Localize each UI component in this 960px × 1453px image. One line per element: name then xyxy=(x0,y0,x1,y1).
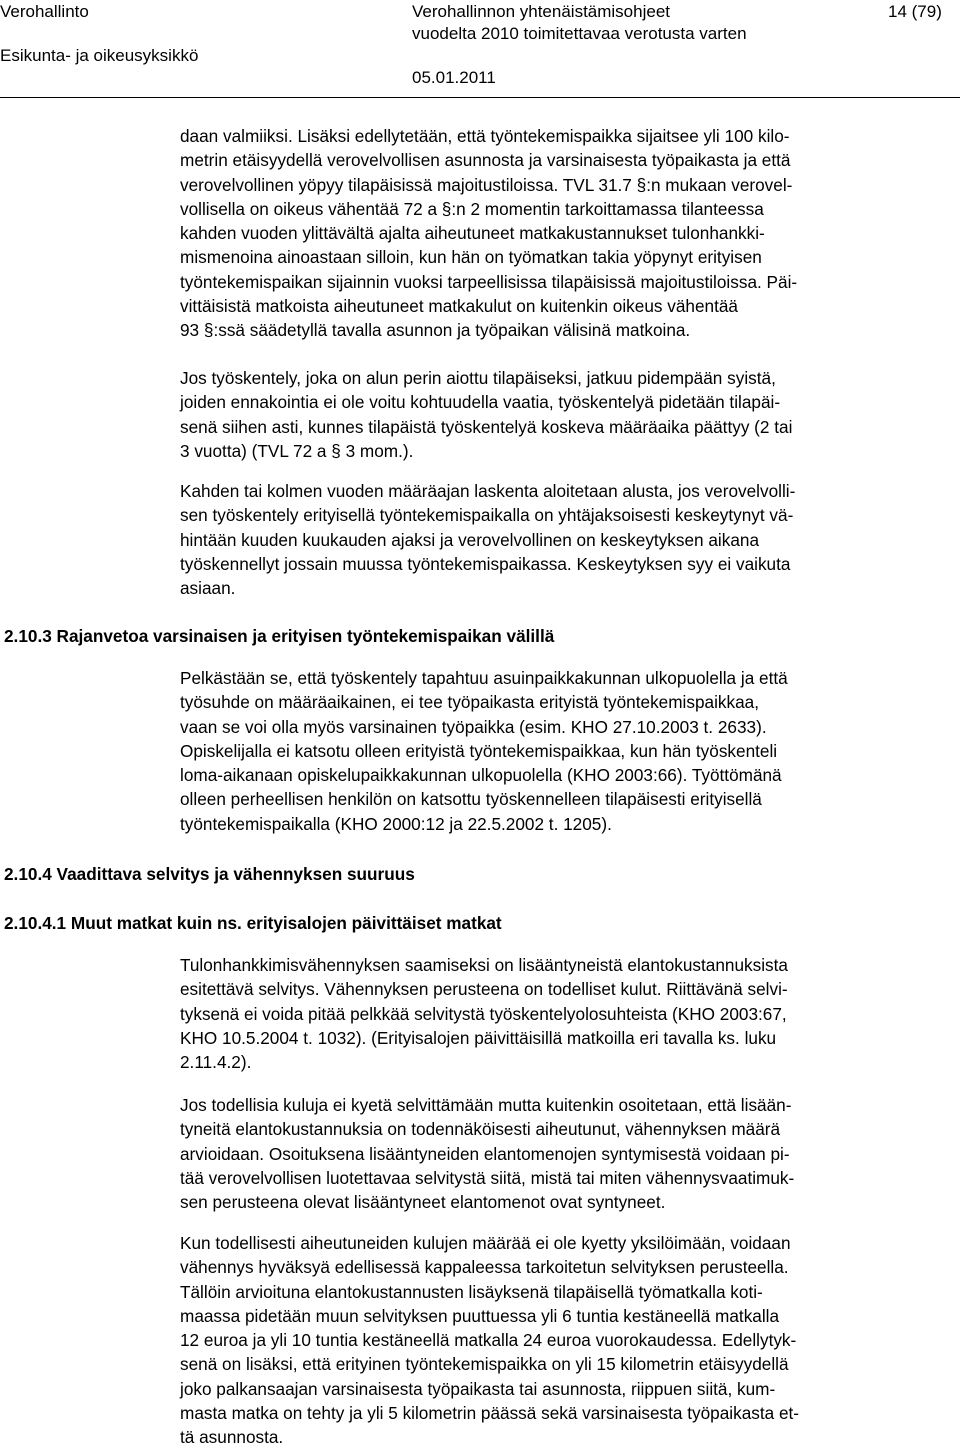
paragraph-7: Kun todellisesti aiheutuneiden kulujen määrää ei ole kyetty yksilöimään, voidaan vähennys hyväksyä edellisessä kappaleessa tarkoitetun selvityksen perusteella. Tällöin arvioituna elantokustannusten lisäyksenä tilapäisellä työmatkalla koti- maassa pidetään muun selvityksen puuttuessa yli 6 tuntia kestäneellä matkalla 12 euroa ja yli 10 tuntia kestäneellä matkalla 24 euroa vuorokaudessa. Edellytyk- senä on lisäksi, että erityinen työntekemispaikka on yli 15 kilometrin etäisyydellä joko palkansaajan varsinaisesta työpaikasta tai asunnosta, riippuen siitä, kum- masta matka on tehty ja yli 5 kilometrin päässä sekä varsinaisesta työpaikasta et- tä asunnosta. xyxy=(180,1233,800,1448)
paragraph-6: Jos todellisia kuluja ei kyetä selvittämään mutta kuitenkin osoitetaan, että lisään- tyneitä elantokustannuksia on todennäköisesti aiheutunut, vähennyksen määrä arvioidaan. Osoituksena lisääntyneiden elantomenojen syntymisestä voidaan pi- tää verovelvollisen luotettavaa selvitystä siitä, mistä tai miten vähennysvaatimuk- sen perusteena olevat lisääntyneet elantomenot ovat syntyneet. xyxy=(180,1095,795,1213)
header-unit: Esikunta- ja oikeusyksikkö xyxy=(0,46,199,65)
section-heading-2-10-3: 2.10.3 Rajanvetoa varsinaisen ja erityisen työntekemispaikan välillä xyxy=(4,626,555,646)
paragraph-1: daan valmiiksi. Lisäksi edellytetään, että työntekemispaikka sijaitsee yli 100 kilo- metrin etäisyydellä verovelvollisen asunnosta ja varsinaisesta työpaikasta ja että verovelvollinen yöpyy tilapäisissä majoitustiloissa. TVL 31.7 §:n mukaan verovel- vollisella on oikeus vähentää 72 a §:n 2 momentin tarkoittamassa tilanteessa kahden vuoden ylittävältä ajalta aiheutuneet matkakustannukset tulonhankki- mismenoina ainoastaan silloin, kun hän on työmatkan takia yöpynyt erityisen työntekemispaikan sijainnin vuoksi tarpeellisissa tilapäisissä majoitustiloissa. Päi- vittäisistä matkoista aiheutuneet matkakulut on kuitenkin oikeus vähentää 93 §:ssä säädetyllä tavalla asunnon ja työpaikan välisinä matkoina. xyxy=(180,126,798,341)
paragraph-5: Tulonhankkimisvähennyksen saamiseksi on lisääntyneistä elantokustannuksista esitettävä selvitys. Vähennyksen perusteena on todelliset kulut. Riittävänä selvi- tyksenä ei voida pitää pelkkää selvitystä työskentelyolosuhteista (KHO 2003:67, KHO 10.5.2004 t. 1032). (Erityisalojen päivittäisillä matkoilla eri tavalla ks. luku 2.11.4.2). xyxy=(180,955,788,1073)
header-date: 05.01.2011 xyxy=(412,68,496,87)
paragraph-4: Pelkästään se, että työskentely tapahtuu asuinpaikkakunnan ulkopuolella ja että työsuhde on määräaikainen, ei tee työpaikasta erityistä työntekemispaikkaa, vaan se voi olla myös varsinainen työpaikka (esim. KHO 27.10.2003 t. 2633). Opiskelijalla ei katsotu olleen erityistä työntekemispaikkaa, kun hän työskenteli loma-aikanaan opiskelupaikkakunnan ulkopuolella (KHO 2003:66). Työttömänä olleen perheellisen henkilön on katsottu työskennelleen tilapäisesti erityisellä työntekemispaikalla (KHO 2000:12 ja 22.5.2002 t. 1205). xyxy=(180,668,788,834)
header-doc-subtitle: vuodelta 2010 toimitettavaa verotusta varten xyxy=(412,24,747,43)
page-header xyxy=(0,0,960,100)
header-org: Verohallinto xyxy=(0,2,89,21)
header-doc-title: Verohallinnon yhtenäistämisohjeet xyxy=(412,2,671,21)
paragraph-3: Kahden tai kolmen vuoden määräajan laskenta aloitetaan alusta, jos verovelvolli- sen työskentely erityisellä työntekemispaikalla on yhtäjaksoisesti keskeytynyt vä- hintään kuuden kuukauden ajaksi ja verovelvollinen on keskeytyksen aikana työskennellyt jossain muussa työntekemispaikassa. Keskeytyksen syy ei vaikuta asiaan. xyxy=(180,481,796,599)
paragraph-2: Jos työskentely, joka on alun perin aiottu tilapäiseksi, jatkuu pidempään syistä, joiden ennakointia ei ole voitu kohtuudella vaatia, työskentelyä pidetään tilapäi- senä siihen asti, kunnes tilapäistä työskentelyä koskeva määräaika päättyy (2 tai 3 vuotta) (TVL 72 a § 3 mom.). xyxy=(180,368,793,461)
section-heading-2-10-4-1: 2.10.4.1 Muut matkat kuin ns. erityisalojen päivittäiset matkat xyxy=(4,913,502,933)
section-heading-2-10-4: 2.10.4 Vaadittava selvitys ja vähennyksen suuruus xyxy=(4,864,415,884)
header-page-number: 14 (79) xyxy=(888,2,942,21)
header-rule xyxy=(0,97,960,98)
